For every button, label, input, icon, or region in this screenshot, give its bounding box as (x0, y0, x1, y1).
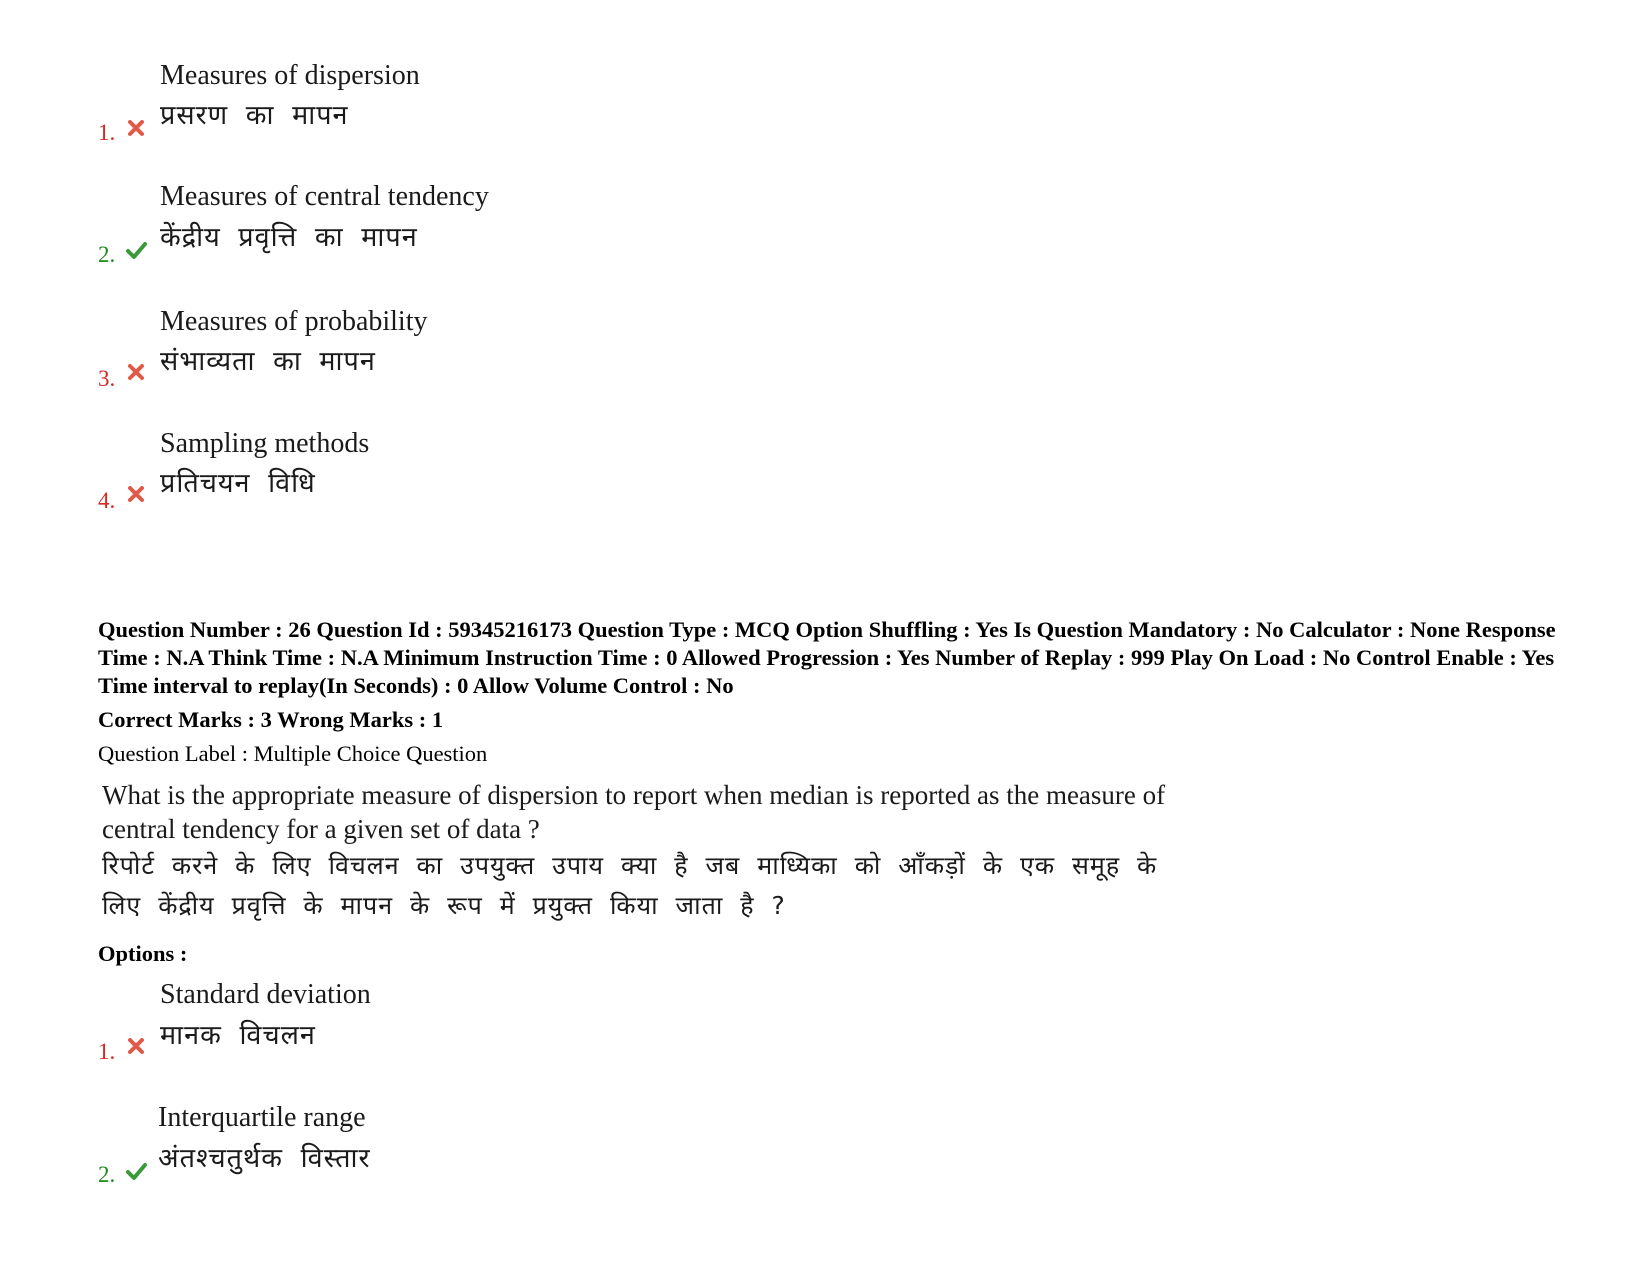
question-text-english: What is the appropriate measure of dispersion to report when median is reported as the measure of central tendency for a given set of data ? (102, 780, 1166, 844)
option-english: Standard deviation (160, 979, 371, 1010)
option-hindi: मानक विचलन (160, 1020, 316, 1051)
option-english: Interquartile range (158, 1102, 366, 1133)
option-item (0, 428, 800, 528)
options-heading: Options : (98, 941, 188, 966)
option-number: 3. (98, 366, 116, 391)
option-english: Measures of probability (160, 306, 428, 337)
check-icon (125, 239, 147, 261)
question-marks: Correct Marks : 3 Wrong Marks : 1 (98, 707, 444, 732)
cross-icon (125, 1035, 147, 1057)
option-item (0, 305, 800, 405)
option-hindi: प्रतिचयन विधि (160, 468, 316, 499)
option-item (0, 1103, 800, 1203)
option-number: 1. (98, 120, 116, 145)
option-hindi: संभाव्यता का मापन (160, 346, 376, 377)
option-hindi: केंद्रीय प्रवृत्ति का मापन (160, 222, 418, 253)
option-hindi: प्रसरण का मापन (160, 100, 349, 131)
option-number: 2. (98, 242, 116, 267)
option-english: Sampling methods (160, 428, 370, 459)
question-label: Question Label : Multiple Choice Question (98, 741, 488, 766)
option-english: Measures of central tendency (160, 181, 489, 212)
question-text-hindi: रिपोर्ट करने के लिए विचलन का उपयुक्त उपाय क्या है जब माध्यिका को आँकड़ों के एक समूह के लिए केंद्रीय प्रवृत्ति के मापन के रूप में प्रयुक्त किया जाता है ? (102, 851, 1158, 920)
cross-icon (125, 361, 147, 383)
option-number: 1. (98, 1039, 116, 1064)
question-meta: Question Number : 26 Question Id : 59345216173 Question Type : MCQ Option Shuffling : Yes Is Question Mandatory : No Calculator : None Response Time : N.A Think Time : N.A Minimum Instruction Time : 0 Allowed Progression : Yes Number of Replay : 999 Play On Load : No Control Enable : Yes Time interval to replay(In Seconds) : 0 Allow Volume Control : No (98, 617, 1556, 698)
option-number: 4. (98, 488, 116, 513)
option-number: 2. (98, 1162, 116, 1187)
option-item (0, 980, 800, 1080)
check-icon (125, 1160, 147, 1182)
cross-icon (125, 483, 147, 505)
option-item (0, 182, 800, 282)
option-item (0, 60, 800, 160)
option-english: Measures of dispersion (160, 60, 420, 91)
cross-icon (125, 117, 147, 139)
option-hindi: अंतश्चतुर्थक विस्तार (158, 1143, 371, 1174)
